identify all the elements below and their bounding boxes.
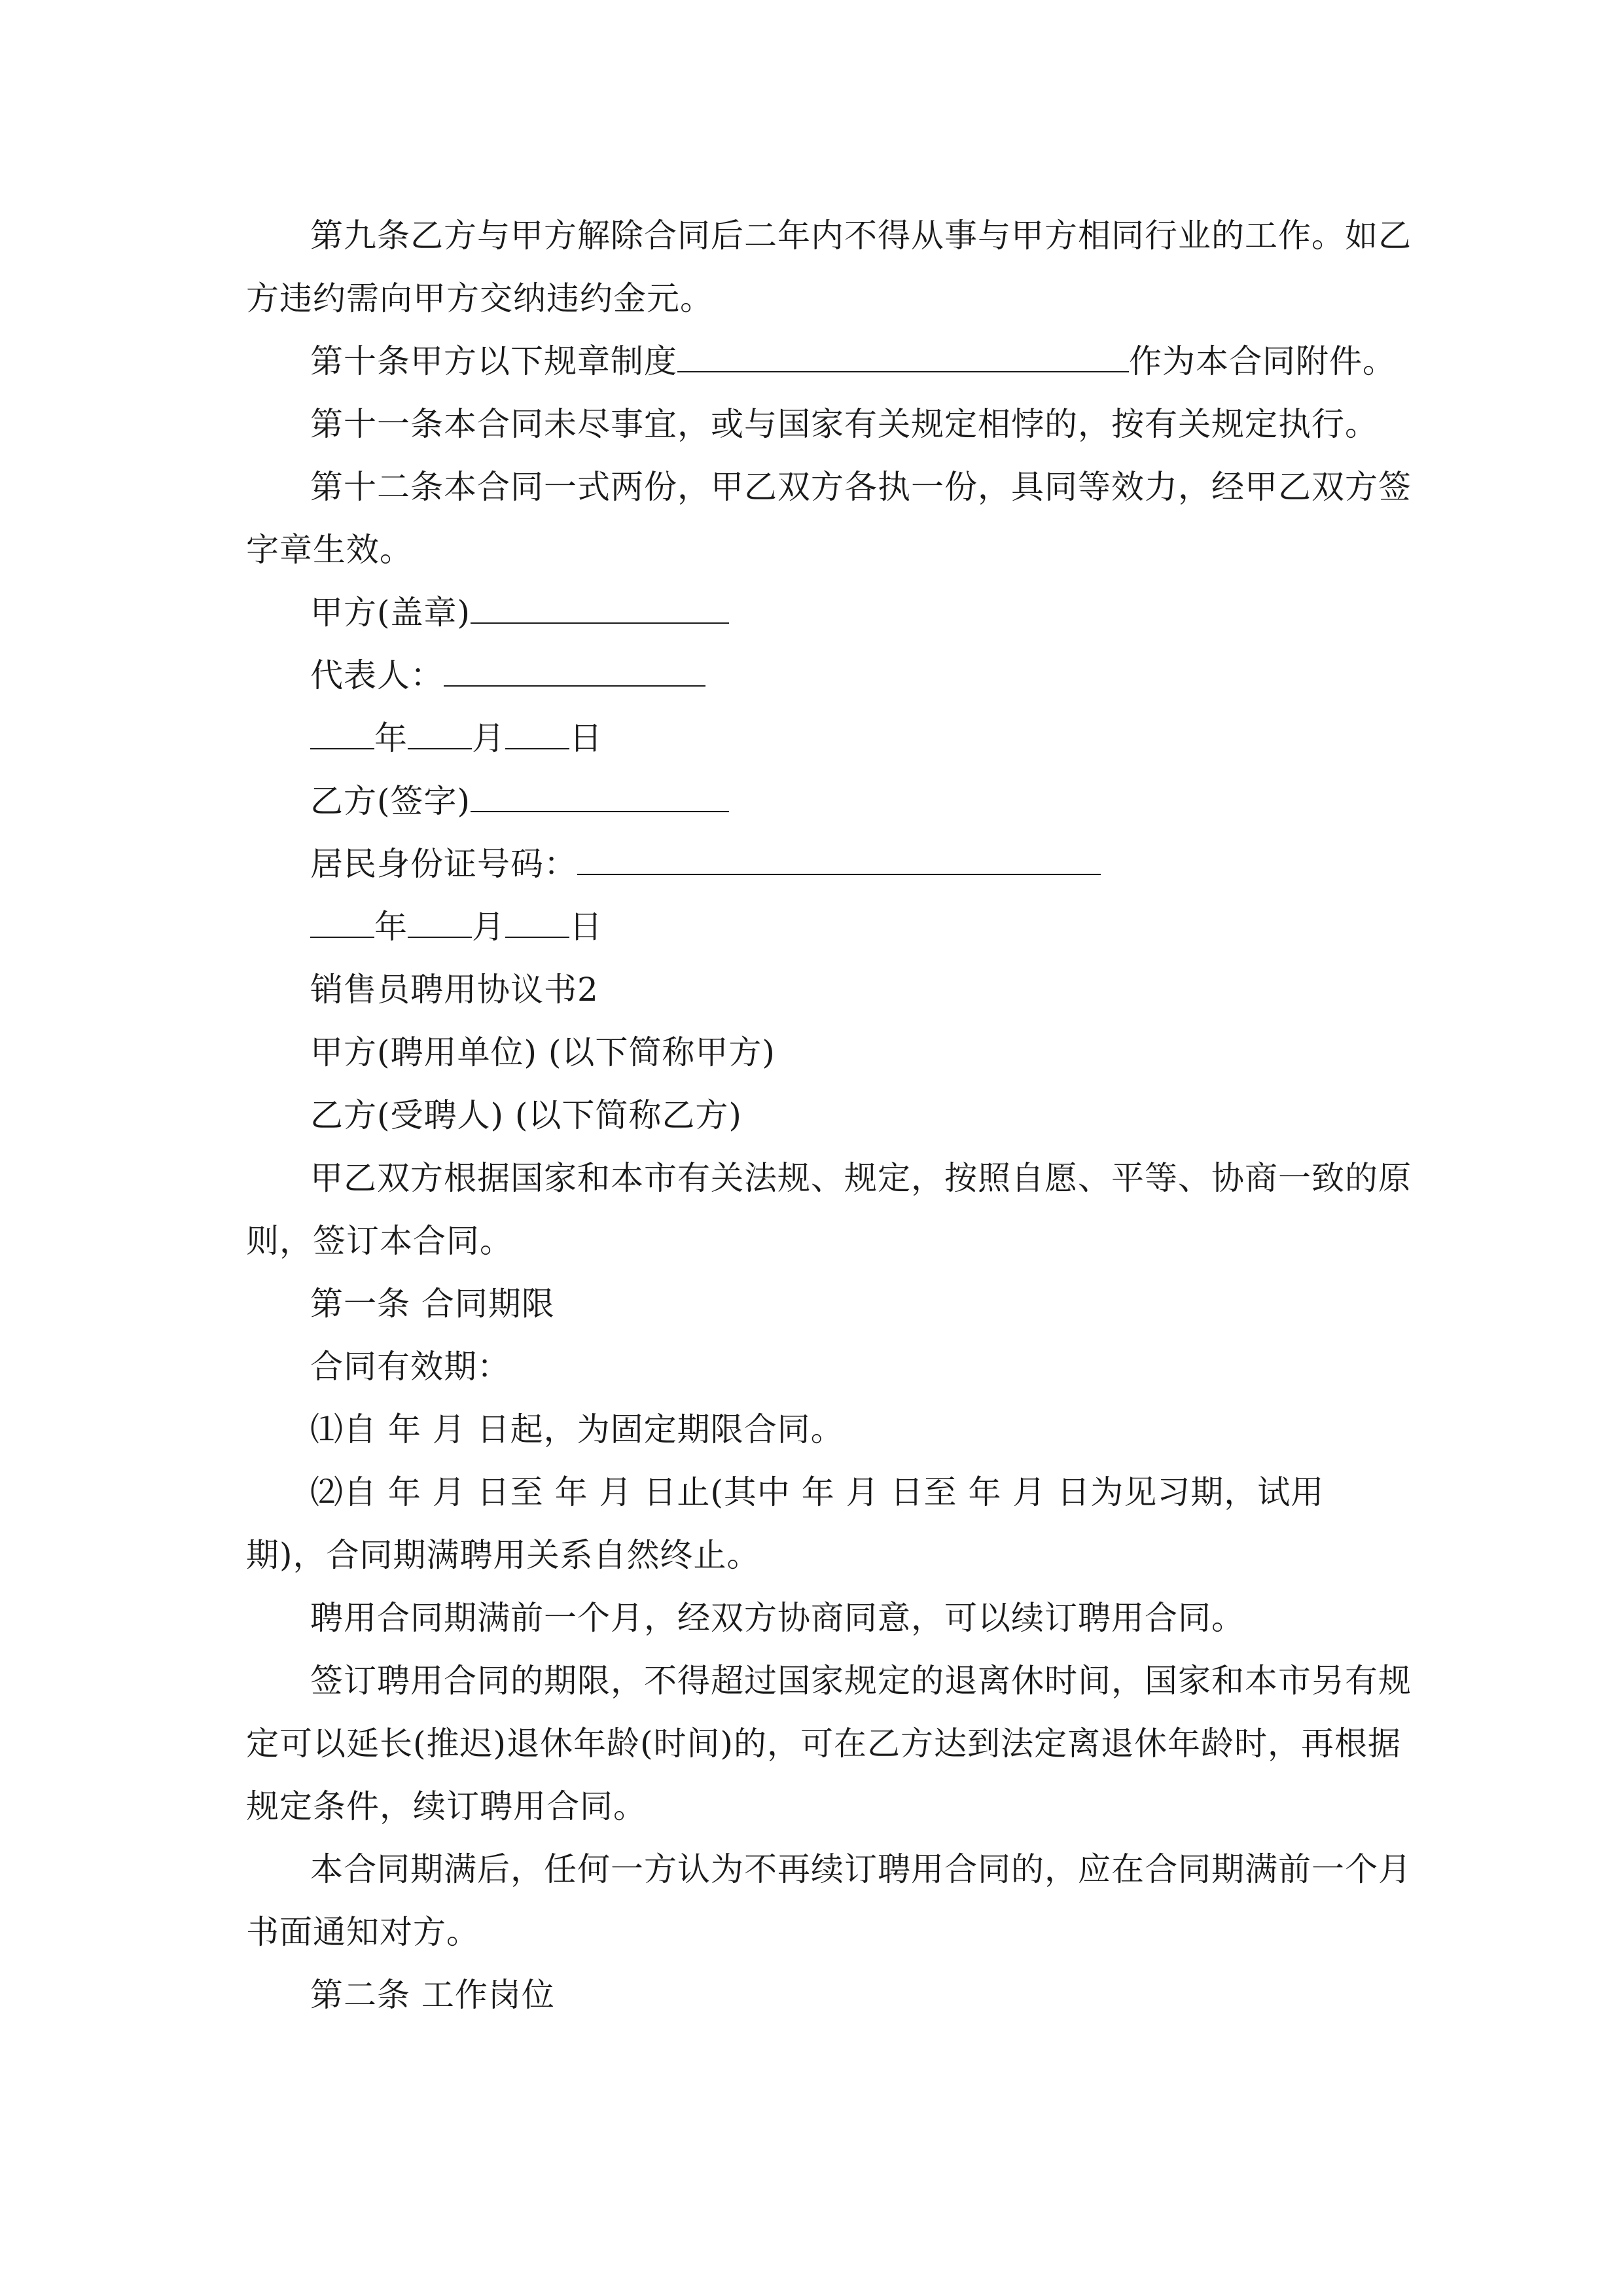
party-a-seal-label: 甲方(盖章)	[310, 594, 471, 632]
article-10-suffix: 作为本合同附件。	[1129, 342, 1396, 380]
limit-line-3: 规定条件，续订聘用合同。	[246, 1787, 647, 1825]
id-number-blank	[577, 842, 1101, 875]
agreement-title: 销售员聘用协议书2	[310, 971, 599, 1009]
day-label: 日	[569, 908, 603, 946]
representative-line	[310, 644, 1383, 707]
intro-line-2: 则，签订本合同。	[246, 1222, 513, 1260]
article-9-line-2: 方违约需向甲方交纳违约金元。	[246, 279, 713, 317]
party-b-definition: 乙方(受聘人) (以下简称乙方)	[310, 1096, 742, 1134]
limit-line-1: 签订聘用合同的期限，不得超过国家规定的退离休时间，国家和本市另有规	[310, 1662, 1412, 1700]
party-b-sign-blank	[471, 780, 729, 812]
id-number-label: 居民身份证号码：	[310, 845, 577, 883]
month-blank	[408, 905, 472, 938]
year-blank	[310, 717, 374, 749]
notice-line-2: 书面通知对方。	[246, 1913, 480, 1951]
day-blank	[505, 717, 569, 749]
article-10-text: 第十条甲方以下规章制度	[310, 342, 677, 380]
intro-line-1: 甲乙双方根据国家和本市有关法规、规定，按照自愿、平等、协商一致的原	[310, 1159, 1412, 1197]
party-a-definition: 甲方(聘用单位) (以下简称甲方)	[310, 1033, 776, 1071]
article-10	[310, 330, 1396, 393]
clause-1: ⑴自 年 月 日起，为固定期限合同。	[310, 1410, 844, 1448]
article-11: 第十一条本合同未尽事宜，或与国家有关规定相悖的，按有关规定执行。	[310, 405, 1378, 443]
day-blank	[505, 905, 569, 938]
clause-2-line-1: ⑵自 年 月 日至 年 月 日止(其中 年 月 日至 年 月 日为见习期，试用	[310, 1473, 1325, 1511]
year-label: 年	[374, 719, 408, 757]
year-blank	[310, 905, 374, 938]
date-line-b	[310, 895, 1383, 958]
party-a-seal-blank	[471, 591, 729, 624]
limit-line-2: 定可以延长(推迟)退休年龄(时间)的，可在乙方达到法定离退休年龄时，再根据	[246, 1725, 1402, 1763]
party-b-sign-label: 乙方(签字)	[310, 782, 471, 820]
article-12-line-1: 第十二条本合同一式两份，甲乙双方各执一份，具同等效力，经甲乙双方签	[310, 468, 1412, 506]
party-a-seal-line	[310, 581, 1383, 644]
year-label: 年	[374, 908, 408, 946]
regulations-blank	[677, 340, 1129, 372]
article-12-line-2: 字章生效。	[246, 531, 413, 569]
month-label: 月	[472, 908, 505, 946]
document-body	[246, 204, 1412, 2026]
validity-label: 合同有效期：	[310, 1348, 510, 1386]
article-9-line-1: 第九条乙方与甲方解除合同后二年内不得从事与甲方相同行业的工作。如乙	[310, 217, 1412, 255]
day-label: 日	[569, 719, 603, 757]
date-line-a	[310, 707, 1383, 770]
month-label: 月	[472, 719, 505, 757]
article-1-title: 第一条 合同期限	[310, 1285, 555, 1323]
id-number-line	[310, 833, 1383, 895]
renewal-paragraph: 聘用合同期满前一个月，经双方协商同意，可以续订聘用合同。	[310, 1599, 1245, 1637]
representative-label: 代表人：	[310, 656, 444, 694]
month-blank	[408, 717, 472, 749]
notice-line-1: 本合同期满后，任何一方认为不再续订聘用合同的，应在合同期满前一个月	[310, 1850, 1412, 1888]
representative-blank	[444, 654, 705, 687]
clause-2-line-2: 期)，合同期满聘用关系自然终止。	[246, 1536, 760, 1574]
party-b-sign-line	[310, 770, 1383, 833]
article-2-title: 第二条 工作岗位	[310, 1976, 555, 2014]
